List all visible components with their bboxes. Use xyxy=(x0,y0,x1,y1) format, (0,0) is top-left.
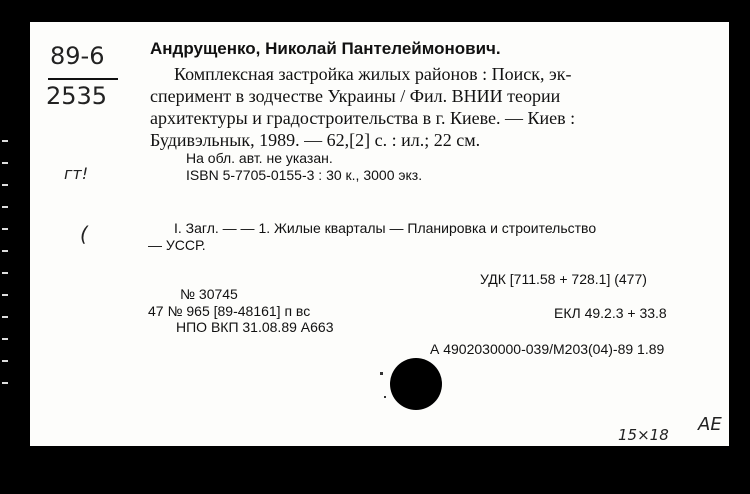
udk-code: УДК [711.58 + 728.1] (477) xyxy=(480,271,647,287)
catalog-card xyxy=(30,22,729,446)
speck xyxy=(380,372,383,375)
title-line-4: Будивэльнык, 1989. — 62,[2] с. : ил.; 22 см. xyxy=(150,130,481,150)
index-code: А 4902030000-039/М203(04)-89 1.89 xyxy=(430,341,665,357)
isbn-line: ISBN 5-7705-0155-3 : 30 к., 3000 экз. xyxy=(186,167,423,183)
shelfmark-bottom: 2535 xyxy=(46,82,108,110)
handwritten-note-left: гт! xyxy=(64,164,89,183)
handwritten-bottom-initials: АЕ xyxy=(698,414,722,435)
title-line-2: сперимент в зодчестве Украины / Фил. ВНИИ теории xyxy=(150,86,561,106)
film-bottom-strip xyxy=(0,446,750,494)
handwritten-mark: ( xyxy=(80,222,88,246)
record-line-3: НПО ВКП 31.08.89 А663 xyxy=(176,319,334,335)
handwritten-bottom-note: 15×18 xyxy=(618,426,669,444)
title-line-3: архитектуры и градостроительства в г. Киеве. — Киев : xyxy=(150,108,576,128)
author-heading: Андрущенко, Николай Пантелеймонович. xyxy=(150,39,501,58)
film-edge-marks xyxy=(0,140,10,400)
cover-note: На обл. авт. не указан. xyxy=(186,150,333,166)
punch-hole xyxy=(390,358,442,410)
shelfmark-top: 89-6 xyxy=(50,42,105,70)
record-number: № 30745 xyxy=(180,286,238,302)
tracing-line-2: — УССР. xyxy=(148,237,206,253)
record-line-2: 47 № 965 [89-48161] п вс xyxy=(148,303,311,319)
tracing-line-1: I. Загл. — — 1. Жилые кварталы — Планировка и строительство xyxy=(174,220,597,236)
title-line-1: Комплексная застройка жилых районов : Поиск, эк- xyxy=(174,64,572,84)
shelfmark-divider xyxy=(48,78,118,80)
ekl-code: ЕКЛ 49.2.3 + 33.8 xyxy=(554,305,667,321)
speck xyxy=(384,396,386,398)
